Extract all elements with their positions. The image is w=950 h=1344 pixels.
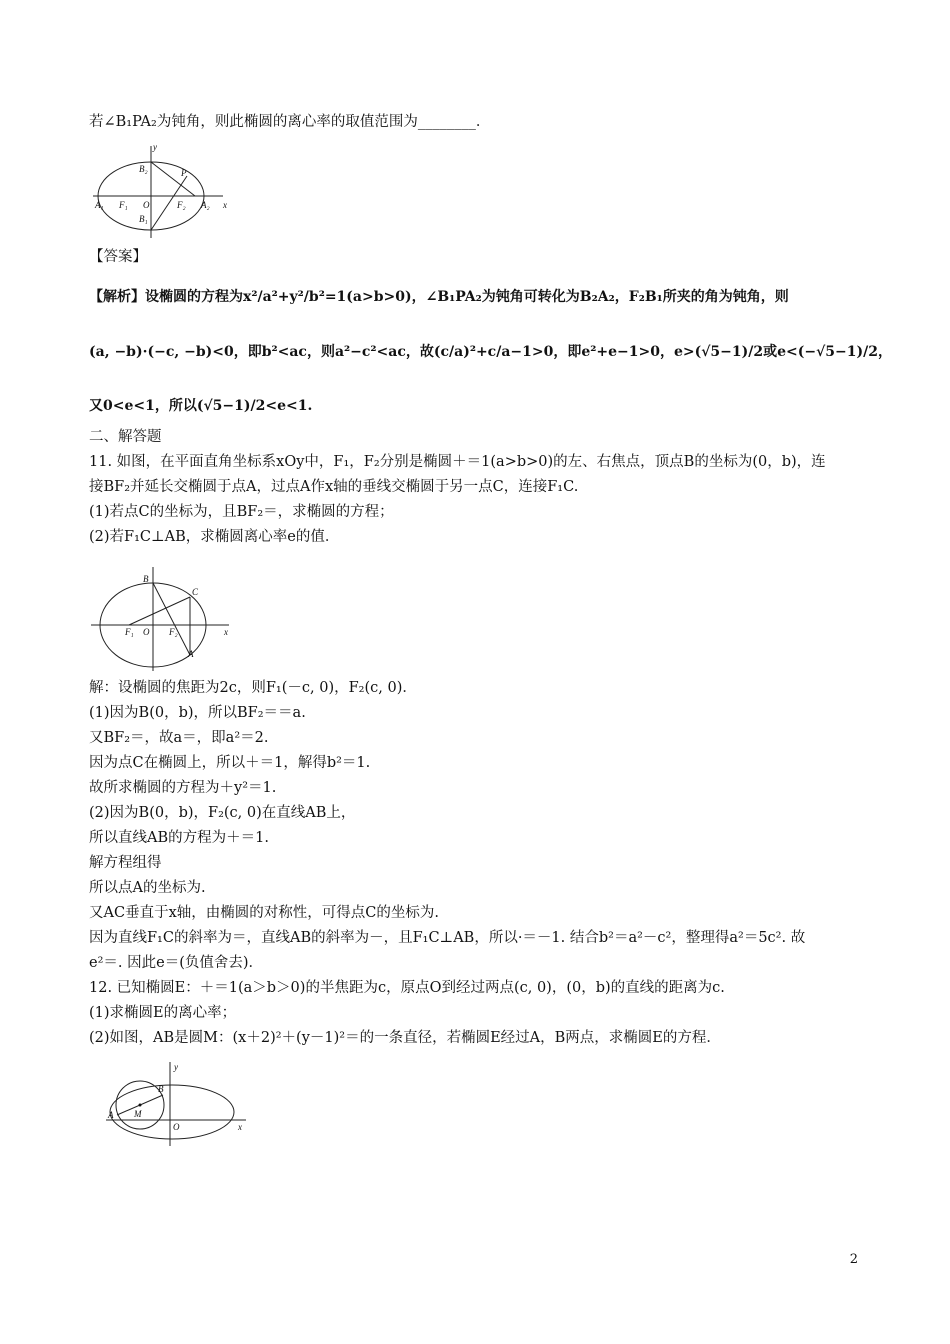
solution-11-line-10: 又AC垂直于x轴，由椭圆的对称性，可得点C的坐标为. [89,905,439,921]
solution-11-line-1: 解：设椭圆的焦距为2c，则F₁(－c, 0)，F₂(c, 0)． [89,680,417,696]
section-heading: 二、解答题 [89,429,162,445]
problem-12-part-1: (1)求椭圆E的离心率； [89,1005,237,1021]
fig3-label: A [108,1110,114,1120]
figure-ellipse-1 [89,138,239,238]
solution-11-line-4: 因为点C在椭圆上，所以＋＝1，解得b²＝1. [89,755,371,771]
fig3-label: y [174,1062,178,1072]
fig2-label: x [224,627,228,637]
solution-11-line-6: (2)因为B(0，b)，F₂(c, 0)在直线AB上， [89,805,356,821]
problem-12-part-2: (2)如图，AB是圆M：(x＋2)²＋(y－1)²＝的一条直径，若椭圆E经过A，B两点，求椭圆E的方程． [89,1030,721,1046]
fig1-label: F₂ [177,200,186,210]
solution-11-line-2: (1)因为B(0，b)，所以BF₂＝＝a. [89,705,306,721]
problem-11-part-2: (2)若F₁C⊥AB，求椭圆离心率e的值． [89,529,340,545]
fig1-label: y [153,142,157,152]
solution-11-line-8: 解方程组得 [89,855,162,871]
problem-11-part-1: (1)若点C的坐标为，且BF₂＝，求椭圆的方程； [89,504,394,520]
fig2-label: O [143,627,150,637]
solution-11-line-7: 所以直线AB的方程为＋＝1. [89,830,269,846]
fig1-label: B₁ [139,214,148,224]
figure-ellipse-3 [104,1058,254,1148]
problem-10-tail: 若∠B₁PA₂为钝角，则此椭圆的离心率的取值范围为________． [89,114,491,130]
fig1-label: A₁ [95,200,104,210]
fig2-label: F₁ [125,627,134,637]
fig2-label: C [192,587,199,597]
solution-line-3: 又0<e<1，所以(√5−1)/2<e<1. [89,398,313,414]
fig3-label: M [134,1109,142,1119]
solution-line-1: 【解析】设椭圆的方程为x²/a²+y²/b²=1(a>b>0)，∠B₁PA₂为钝角可转化为B₂A₂，F₂B₁所夹的角为钝角，则 [89,289,789,305]
fig3-label: x [238,1122,242,1132]
fig1-label: A₂ [201,200,210,210]
answer-heading: 【答案】 [89,249,147,265]
fig1-label: F₁ [119,200,128,210]
solution-11-line-11: 因为直线F₁C的斜率为＝，直线AB的斜率为－，且F₁C⊥AB，所以·＝－1. 结合b²＝a²－c²，整理得a²＝5c². 故 [89,930,806,946]
solution-11-line-9: 所以点A的坐标为. [89,880,206,896]
fig1-label: x [223,200,227,210]
figure-ellipse-2 [89,565,239,675]
fig2-label: F₂ [169,627,178,637]
fig2-label: A [188,649,194,659]
fig1-label: O [143,200,150,210]
fig1-label: P [181,168,187,178]
problem-11-line-2: 接BF₂并延长交椭圆于点A，过点A作x轴的垂线交椭圆于另一点C，连接F₁C. [89,479,579,495]
fig3-label: O [173,1122,180,1132]
solution-11-line-12: e²＝. 因此e＝(负值舍去)． [89,955,264,971]
fig1-label: B₂ [139,164,148,174]
problem-12-line-1: 12. 已知椭圆E：＋＝1(a＞b＞0)的半焦距为c，原点O到经过两点(c, 0)，(0，b)的直线的距离为c. [89,980,725,996]
page-number: 2 [849,1252,858,1267]
solution-11-line-3: 又BF₂＝，故a＝，即a²＝2. [89,730,269,746]
fig2-label: B [143,574,149,584]
fig3-label: B [158,1084,164,1094]
problem-11-line-1: 11. 如图，在平面直角坐标系xOy中，F₁，F₂分别是椭圆＋＝1(a>b>0)的左、右焦点，顶点B的坐标为(0，b)，连 [89,454,826,470]
solution-line-2: (a, −b)·(−c, −b)<0，即b²<ac，则a²−c²<ac，故(c/a)²+c/a−1>0，即e²+e−1>0，e>(√5−1)/2或e<(−√5−1)/2， [89,344,892,360]
solution-11-line-5: 故所求椭圆的方程为＋y²＝1. [89,780,277,796]
